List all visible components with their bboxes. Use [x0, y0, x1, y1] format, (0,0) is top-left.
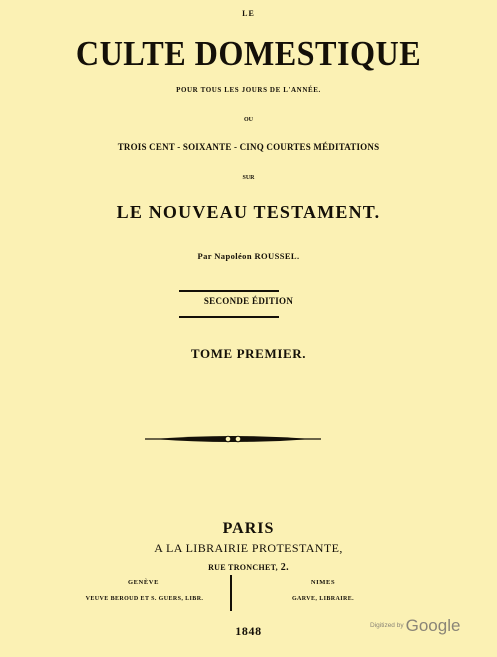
author-line	[0, 252, 497, 261]
author-surname: ROUSSEL.	[254, 251, 300, 261]
branch-left-publisher: VEUVE BEROUD ET S. GUERS, LIBR.	[85, 596, 204, 602]
imprint-publisher: A LA LIBRAIRIE PROTESTANTE,	[154, 541, 343, 555]
volume-label: TOME PREMIER.	[190, 346, 307, 361]
title-article: LE	[242, 9, 255, 18]
branch-right-city: NIMES	[310, 579, 336, 586]
ornamental-divider	[145, 432, 321, 446]
book-subtitle: POUR TOUS LES JOURS DE L'ANNÉE.	[176, 86, 321, 94]
watermark-brand: Google	[405, 616, 461, 635]
book-title: CULTE DOMESTIQUE	[75, 34, 422, 73]
imprint-street: RUE TRONCHET,	[208, 563, 278, 572]
subtitle-conjunction: OU	[244, 117, 253, 123]
book-subject: LE NOUVEAU TESTAMENT.	[116, 202, 381, 222]
branch-right-publisher: GARVE, LIBRAIRE.	[291, 596, 355, 602]
branch-left-city: GENÈVE	[127, 579, 160, 586]
book-description: TROIS CENT - SOIXANTE - CINQ COURTES MÉDITATIONS	[117, 142, 380, 152]
imprint-divider	[230, 575, 232, 611]
imprint-street-number: 2.	[280, 562, 289, 573]
imprint-address	[0, 563, 497, 573]
imprint-city: PARIS	[222, 520, 275, 537]
edition-rule-bottom	[179, 316, 279, 318]
digitization-watermark	[370, 615, 480, 637]
edition-rule-top	[179, 290, 279, 292]
watermark-prefix: Digitized by	[370, 622, 404, 629]
edition-label: SECONDE ÉDITION	[203, 296, 294, 306]
description-preposition: SUR	[242, 175, 255, 181]
publication-year: 1848	[235, 624, 262, 638]
author-prefix: Par Napoléon	[197, 251, 252, 261]
